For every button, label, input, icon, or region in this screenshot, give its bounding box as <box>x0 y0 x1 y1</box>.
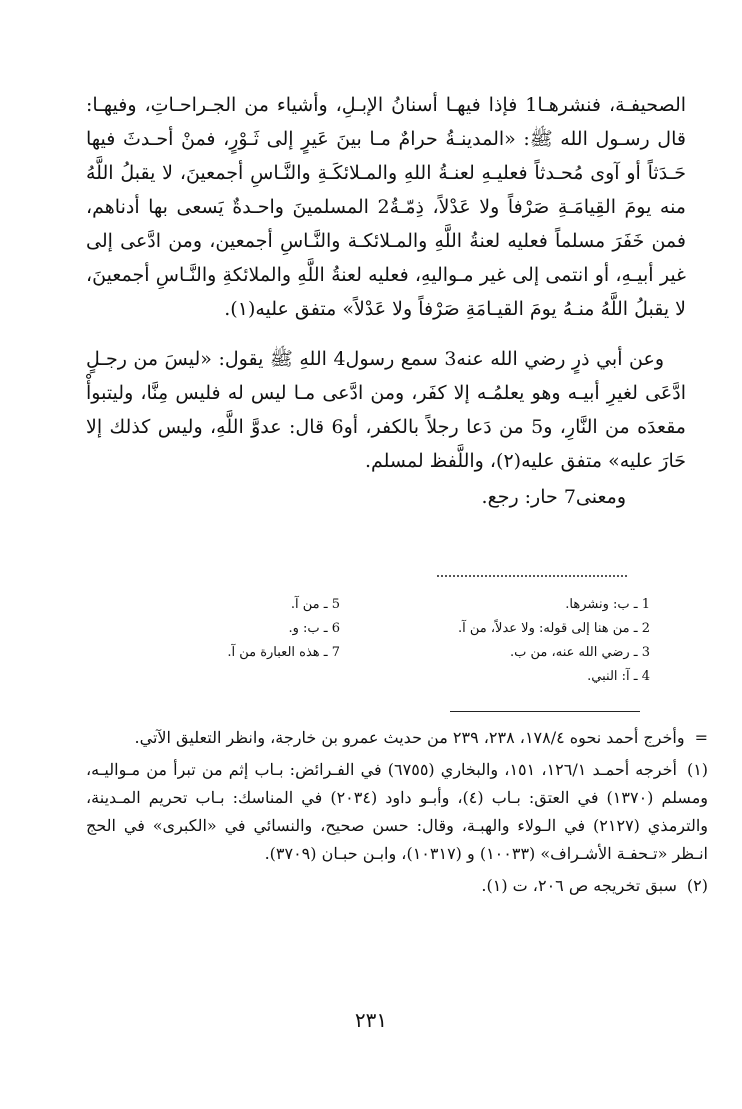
variant-note: 3 ـ رضي الله عنه، من ب. <box>510 645 650 660</box>
variant-note: 5 ـ من آ. <box>290 597 340 612</box>
variant-note: 7 ـ هذه العبارة من آ. <box>227 645 340 660</box>
variant-note: 2 ـ من هنا إلى قوله: ولا عدلاً، من آ. <box>457 621 650 636</box>
page-number: ٢٣١ <box>354 1008 388 1032</box>
footnote-marker: (١) <box>686 760 709 779</box>
footnote-marker: = <box>694 728 708 747</box>
hadith-paragraph-1: الصحيفـة، فنشرهـا1 فإذا فيهـا أسنانُ الإبـلِ، وأشياء من الجـراحـاتِ، وفيهـا: قال رسـول الله ﷺ: «المدينـةُ حرامٌ مـا بينَ عَيرٍ إلى ثَـوْرٍ، فمنْ أحـدثَ فيها حَـدَثاً أو آوى مُحـدثاً فعليـهِ لعنـةُ اللهِ والمـلائكَـةِ والنَّـاسِ أجمعينَ، لا يقبلُ اللَّهُ منه يومَ القِيامَـةِ صَرْفاً ولا عَدْلاً، ذِمّـةُ2 المسلمينَ واحـدةٌ يَسعى بها أدناهم، فمن خَفَرَ مسلماً فعليه لعنةُ اللَّهِ والمـلائكـة والنَّـاسِ أجمعين، ومن ادَّعى إلى غير أبيـهِ، أو انتمى إلى غير مـواليهِ، فعليه لعنةُ اللَّهِ والملائكةِ والنَّـاسِ أجمعينَ، لا يقبلُ اللَّهُ منـهُ يومَ القيـامَةِ صَرْفاً ولا عَدْلاً» متفق عليه(١). <box>86 94 687 320</box>
variant-note-empty <box>150 668 340 686</box>
footnote-continued <box>86 724 708 752</box>
footnote-marker: (٢) <box>686 876 708 895</box>
footnote-2 <box>86 872 708 900</box>
footnote-text: سبق تخريجه ص ٢٠٦، ت (١). <box>481 876 677 895</box>
hadith-paragraph-2: وعن أبي ذرٍ رضي الله عنه3 سمع رسول4 اللهِ ﷺ يقول: «ليسَ من رجـلٍ ادَّعَى لغيرِ أبيـه وهو يعلمُـه إلا كفَر، ومن ادَّعى مـا ليس له فليس مِنَّا، وليتبوأْ مقعدَه من النَّارِ، و5 من دَعا رجلاً بالكفر، أو6 قال: عدوَّ اللَّهِ، وليس كذلك إلا حَارَ عليه» متفق عليه(٢)، واللَّفظ لمسلم. <box>86 348 686 472</box>
variant-note: 6 ـ ب: و. <box>288 621 340 636</box>
footnotes <box>86 724 708 904</box>
footnote-text: وأخرج أحمد نحوه ١٧٨/٤، ٢٣٨، ٢٣٩ من حديث عمرو بن خارجة، وانظر التعليق الآتي. <box>134 728 685 747</box>
footnote-text: أخرجه أحمـد ١٢٦/١، ١٥١، والبخاري (٦٧٥٥) في الفـرائض: بـاب إثم من تبرأ من مـواليـه، ومسلم (١٣٧٠) في العتق: بـاب (٤)، وأبـو داود (٢٠٣٤) في المناسك: بـاب تحريم المـدينة، والترمذي (٢١٢٧) في الـولاء والهبـة، وقال: حسن صحيح، والنسائي في «الكبرى» في الحج انـظر «تـحفـة الأشـراف» (١٠٠٣٣) و (١٠٣١٧)، وابـن حبـان (٣٧٠٩). <box>86 760 708 863</box>
footnote-1 <box>86 756 708 868</box>
dotted-separator <box>437 575 627 577</box>
main-text <box>86 88 686 514</box>
footnote-rule <box>450 711 640 712</box>
variant-note: 4 ـ آ: النبي. <box>587 669 650 684</box>
manuscript-variants <box>150 596 650 686</box>
variant-note: 1 ـ ب: ونشرها. <box>565 597 650 612</box>
word-meaning-line: ومعنى7 حار: رجع. <box>481 486 626 508</box>
